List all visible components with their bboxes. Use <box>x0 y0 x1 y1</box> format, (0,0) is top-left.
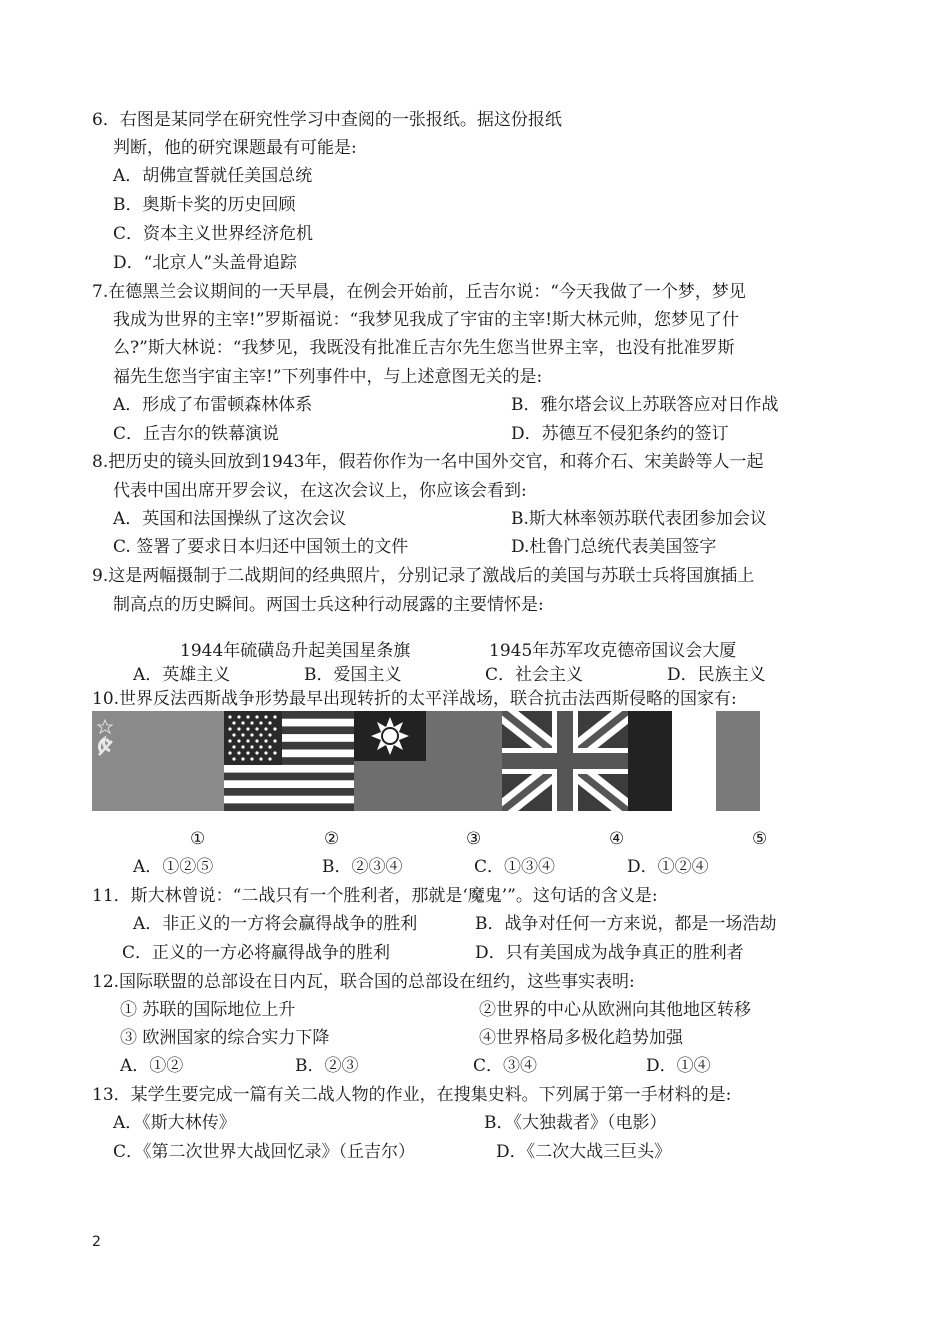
soviet-flag-icon <box>92 711 224 811</box>
q13-stem-line1: 13．某学生要完成一篇有关二战人物的作业，在搜集史料。下列属于第一手材料的是: <box>92 1085 732 1105</box>
q6-stem-line1: 6．右图是某同学在研究性学习中查阅的一张报纸。据这份报纸 <box>92 110 562 130</box>
q12-option-c: C．③④ <box>473 1056 538 1076</box>
q12-option-a: A．①② <box>120 1056 184 1076</box>
usa-flag-icon <box>224 711 354 811</box>
q13-option-d: D．《二次大战三巨头》 <box>496 1142 672 1162</box>
q11-option-b: B．战争对任何一方来说，都是一场浩劫 <box>475 914 777 934</box>
q7-option-c: C．丘吉尔的铁幕演说 <box>113 424 280 444</box>
q13-option-b: B．《大独裁者》（电影） <box>484 1113 667 1133</box>
q12-option-d: D．①④ <box>646 1056 711 1076</box>
q10-option-d: D．①②④ <box>627 857 709 877</box>
q7-stem-line4: 福先生您当宇宙主宰!”下列事件中，与上述意图无关的是: <box>113 367 543 387</box>
q9-photo-caption-reichstag: 1945年苏军攻克德帝国议会大厦 <box>489 641 737 661</box>
q9-photo-caption-iwojima: 1944年硫磺岛升起美国星条旗 <box>180 641 411 661</box>
q9-option-c: C．社会主义 <box>485 665 584 685</box>
q9-option-b: B．爱国主义 <box>304 665 402 685</box>
q7-stem-line1: 7.在德黑兰会议期间的一天早晨，在例会开始前，丘吉尔说：“今天我做了一个梦，梦见 <box>92 282 746 302</box>
q6-stem-line2: 判断，他的研究课题最有可能是: <box>113 138 357 158</box>
q7-stem-line2: 我成为世界的主宰!”罗斯福说：“我梦见我成了宇宙的主宰!斯大林元帅，您梦见了什 <box>113 310 740 330</box>
q10-stem-line1: 10.世界反法西斯战争形势最早出现转折的太平洋战场，联合抗击法西斯侵略的国家有: <box>92 689 737 709</box>
q12-statement-3: ③ 欧洲国家的综合实力下降 <box>120 1028 330 1048</box>
q8-stem-line1: 8.把历史的镜头回放到1943年，假若你作为一名中国外交官，和蒋介石、宋美龄等人一起 <box>92 452 764 472</box>
q7-option-a: A．形成了布雷顿森林体系 <box>113 395 313 415</box>
q6-option-a: A．胡佛宣誓就任美国总统 <box>113 166 313 186</box>
q9-stem-line2: 制高点的历史瞬间。两国士兵这种行动展露的主要情怀是: <box>113 595 544 615</box>
q10-option-a: A．①②⑤ <box>133 857 214 877</box>
q11-option-d: D．只有美国成为战争真正的胜利者 <box>475 943 744 963</box>
q9-option-a: A．英雄主义 <box>133 665 231 685</box>
q13-option-c: C．《第二次世界大战回忆录》（丘吉尔） <box>113 1142 416 1162</box>
q8-option-b: B.斯大林率领苏联代表团参加会议 <box>511 509 767 529</box>
flag-label-3: ③ <box>466 829 482 849</box>
q6-option-b: B．奥斯卡奖的历史回顾 <box>113 195 296 215</box>
q13-option-a: A．《斯大林传》 <box>113 1113 236 1133</box>
q11-option-c: C．正义的一方必将赢得战争的胜利 <box>122 943 391 963</box>
q12-stem-line1: 12.国际联盟的总部设在日内瓦，联合国的总部设在纽约，这些事实表明: <box>92 972 635 992</box>
q7-stem-line3: 么?”斯大林说：“我梦见，我既没有批准丘吉尔先生您当世界主宰，也没有批准罗斯 <box>113 338 735 358</box>
q12-option-b: B．②③ <box>295 1056 359 1076</box>
q7-option-b: B．雅尔塔会议上苏联答应对日作战 <box>511 395 779 415</box>
q8-option-a: A．英国和法国操纵了这次会议 <box>113 509 347 529</box>
q12-statement-4: ④世界格局多极化趋势加强 <box>479 1028 683 1048</box>
q6-option-d: D．“北京人”头盖骨追踪 <box>113 253 298 273</box>
page-number: 2 <box>92 1234 101 1250</box>
france-flag-icon <box>628 711 760 811</box>
roc-flag-icon <box>354 711 502 811</box>
q8-stem-line2: 代表中国出席开罗会议，在这次会议上，你应该会看到: <box>113 481 527 501</box>
q11-option-a: A．非正义的一方将会赢得战争的胜利 <box>133 914 418 934</box>
q10-option-b: B．②③④ <box>322 857 403 877</box>
flag-label-5: ⑤ <box>752 829 768 849</box>
q7-option-d: D．苏德互不侵犯条约的签订 <box>511 424 729 444</box>
flag-label-4: ④ <box>609 829 625 849</box>
q10-option-c: C．①③④ <box>474 857 556 877</box>
q9-option-d: D．民族主义 <box>667 665 766 685</box>
flag-label-1: ① <box>190 829 206 849</box>
q12-statement-1: ① 苏联的国际地位上升 <box>120 1000 296 1020</box>
q11-stem-line1: 11．斯大林曾说：“二战只有一个胜利者，那就是‘魔鬼’”。这句话的含义是: <box>92 886 658 906</box>
flag-label-2: ② <box>324 829 340 849</box>
q9-stem-line1: 9.这是两幅摄制于二战期间的经典照片，分别记录了激战后的美国与苏联士兵将国旗插上 <box>92 566 755 586</box>
q8-option-d: D.杜鲁门总统代表美国签字 <box>511 537 717 557</box>
q8-option-c: C. 签署了要求日本归还中国领土的文件 <box>113 537 409 557</box>
q6-option-c: C．资本主义世界经济危机 <box>113 224 314 244</box>
uk-flag-icon <box>502 711 628 811</box>
q12-statement-2: ②世界的中心从欧洲向其他地区转移 <box>479 1000 751 1020</box>
flag-row <box>92 711 760 811</box>
